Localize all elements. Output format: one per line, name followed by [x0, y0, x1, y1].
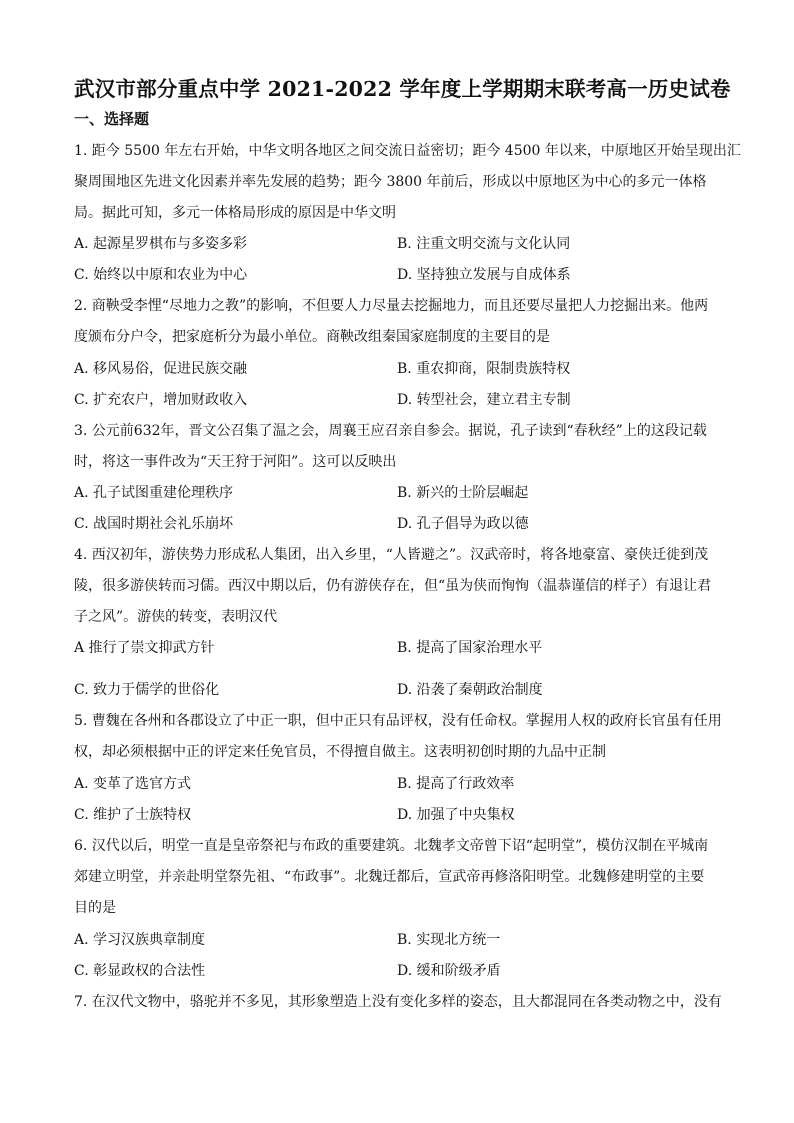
question-3-option-a: A. 孔子试图重建伦理秩序: [74, 485, 234, 501]
question-3-option-b: B. 新兴的士阶层崛起: [397, 485, 529, 501]
question-1-line-1: 1. 距今 5500 年左右开始，中华文明各地区之间交流日益密切；距今 4500 年以来，中原地区开始呈现出汇: [74, 143, 741, 159]
question-4-option-a: A 推行了崇文抑武方针: [74, 640, 215, 656]
question-4-option-d: D. 沿袭了秦朝政治制度: [397, 682, 543, 698]
question-1-line-2: 聚周围地区先进文化因素并率先发展的趋势；距今 3800 年前后，形成以中原地区为中心的多元一体格: [74, 174, 707, 190]
question-2-line-2: 度颁布分户令，把家庭析分为最小单位。商鞅改组秦国家庭制度的主要目的是: [74, 329, 550, 345]
question-5-option-a: A. 变革了选官方式: [74, 776, 192, 792]
question-2-option-a: A. 移风易俗，促进民族交融: [74, 361, 248, 377]
question-6-option-c: C. 彰显政权的合法性: [74, 963, 206, 979]
question-3-line-1: 3. 公元前632年，晋文公召集了温之会，周襄王应召亲自参会。据说，孔子读到“春秋经”上的这段记载: [74, 423, 707, 439]
question-4-line-3: 子之风”。游侠的转变，表明汉代: [74, 609, 278, 625]
question-4-option-b: B. 提高了国家治理水平: [397, 640, 543, 656]
question-5-option-d: D. 加强了中央集权: [397, 807, 515, 823]
section-heading: 一、选择题: [74, 110, 150, 128]
question-1-line-3: 局。据此可知，多元一体格局形成的原因是中华文明: [74, 205, 396, 221]
question-5-line-2: 权，却必须根据中正的评定来任免官员，不得擅自做主。这表明初创时期的九品中正制: [74, 744, 606, 760]
question-6-line-2: 郊建立明堂，并亲赴明堂祭先祖、“布政事”。北魏迁都后，宣武帝再修洛阳明堂。北魏修建明堂的主要: [74, 869, 705, 885]
question-6-option-a: A. 学习汉族典章制度: [74, 932, 206, 948]
question-5-option-b: B. 提高了行政效率: [397, 776, 515, 792]
question-2-option-d: D. 转型社会，建立君主专制: [397, 392, 571, 408]
question-4-option-c: C. 致力于儒学的世俗化: [74, 682, 220, 698]
question-3-line-2: 时，将这一事件改为“天王狩于河阳”。这可以反映出: [74, 454, 397, 470]
question-3-option-c: C. 战国时期社会礼乐崩坏: [74, 516, 234, 532]
question-6-option-b: B. 实现北方统一: [397, 932, 501, 948]
question-4-line-2: 陵，很多游侠转而习儒。西汉中期以后，仍有游侠存在，但“虽为侠而恂恂（温恭谨信的样子）有退让君: [74, 578, 712, 594]
question-2-option-b: B. 重农抑商，限制贵族特权: [397, 361, 571, 377]
question-1-option-d: D. 坚持独立发展与自成体系: [397, 267, 571, 283]
question-1-option-a: A. 起源星罗棋布与多姿多彩: [74, 236, 248, 252]
question-2-line-1: 2. 商鞅受李悝“尽地力之教”的影响，不但要人力尽量去挖掘地力，而且还要尽量把人力挖掘出来。他两: [74, 298, 709, 314]
question-1-option-c: C. 始终以中原和农业为中心: [74, 267, 248, 283]
question-1-option-b: B. 注重文明交流与文化认同: [397, 236, 571, 252]
question-5-line-1: 5. 曹魏在各州和各郡设立了中正一职，但中正只有品评权，没有任命权。掌握用人权的政府长官虽有任用: [74, 713, 722, 729]
question-2-option-c: C. 扩充农户，增加财政收入: [74, 392, 248, 408]
question-4-line-1: 4. 西汉初年，游侠势力形成私人集团，出入乡里，“人皆避之”。汉武帝时，将各地豪富、豪侠迁徙到茂: [74, 547, 709, 563]
question-6-option-d: D. 缓和阶级矛盾: [397, 963, 501, 979]
question-6-line-1: 6. 汉代以后，明堂一直是皇帝祭祀与布政的重要建筑。北魏孝文帝曾下诏“起明堂”，模仿汉制在平城南: [74, 838, 709, 854]
question-7-line-1: 7. 在汉代文物中，骆驼并不多见，其形象塑造上没有变化多样的姿态，且大都混同在各类动物之中，没有: [74, 994, 722, 1010]
page-title: 武汉市部分重点中学 2021-2022 学年度上学期期末联考高一历史试卷: [74, 77, 731, 101]
question-5-option-c: C. 维护了士族特权: [74, 807, 192, 823]
question-6-line-3: 目的是: [74, 900, 116, 916]
question-3-option-d: D. 孔子倡导为政以德: [397, 516, 529, 532]
